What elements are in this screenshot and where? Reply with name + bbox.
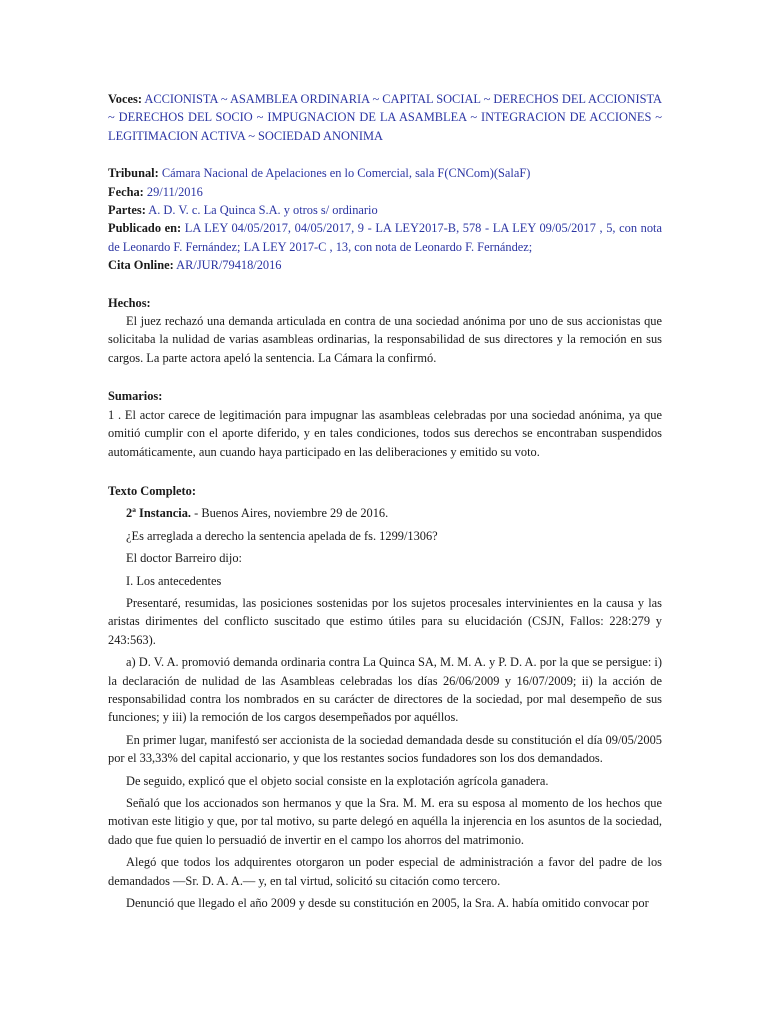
partes-label: Partes: <box>108 203 146 218</box>
body-paragraph: a) D. V. A. promovió demanda ordinaria contra La Quinca SA, M. M. A. y P. D. A. por la que se persigue: i) la declaración de nulidad de las Asambleas celebradas los días 26/06/2009 y 16/07/2009; ii) la acción de responsabilidad contra los nombrados en su carácter de directores de la sociedad, por mal desempeño de sus funciones; y iii) la remoción de los cargos desempeñados por aquéllos. <box>108 655 662 725</box>
fecha-value[interactable]: 29/11/2016 <box>146 184 203 199</box>
fecha-label: Fecha: <box>108 184 144 199</box>
texto-completo-title: Texto Completo: <box>108 483 196 498</box>
hechos-text: El juez rechazó una demanda articulada en contra de una sociedad anónima por uno de sus accionistas que solicitaba la nulidad de varias asambleas ordinarias, la responsabilidad de sus directores y la remoción en sus cargos. La parte actora apeló la sentencia. La Cámara la confirmó. <box>108 314 662 365</box>
body-paragraph: Alegó que todos los adquirentes otorgaron un poder especial de administración a favor del padre de los demandados —Sr. D. A. A.— y, en tal virtud, solicitó su citación como tercero. <box>108 855 662 888</box>
fecha-line <box>108 183 662 201</box>
voces-block <box>108 90 662 145</box>
tribunal-value[interactable]: Cámara Nacional de Apelaciones en lo Comercial, sala F(CNCom)(SalaF) <box>161 166 531 181</box>
instancia-rest: - Buenos Aires, noviembre 29 de 2016. <box>194 506 389 521</box>
voces-label: Voces: <box>108 92 142 106</box>
texto-completo-body <box>108 504 662 912</box>
partes-line <box>108 201 662 219</box>
publicado-label: Publicado en: <box>108 221 182 236</box>
body-paragraph: Denunció que llegado el año 2009 y desde su constitución en 2005, la Sra. A. había omitido convocar por <box>126 896 649 911</box>
tribunal-line <box>108 164 662 182</box>
body-paragraph: Señaló que los accionados son hermanos y que la Sra. M. M. era su esposa al momento de los hechos que motivan este litigio y que, por tal motivo, su parte delegó en aquélla la injerencia en los asuntos de la sociedad, dado que fue quien lo persuadió de invertir en el campo los ahorros del matrimonio. <box>108 796 662 847</box>
body-paragraph: ¿Es arreglada a derecho la sentencia apelada de fs. 1299/1306? <box>126 528 438 543</box>
body-paragraph: En primer lugar, manifestó ser accionista de la sociedad demandada desde su constitución el día 09/05/2005 por el 33,33% del capital accionario, y que los restantes socios fundadores son los dos demandados. <box>108 732 662 766</box>
tribunal-label: Tribunal: <box>108 166 159 181</box>
body-paragraph: I. Los antecedentes <box>126 573 222 588</box>
instancia-line <box>108 504 662 522</box>
metadata-block <box>108 164 662 274</box>
body-paragraph: El doctor Barreiro dijo: <box>126 551 242 566</box>
cita-line <box>108 256 662 274</box>
sumarios-text: 1 . El actor carece de legitimación para impugnar las asambleas celebradas por una sociedad anónima, ya que omitió cumplir con el aporte diferido, y en tales condiciones, todos sus derechos se encontraban suspendidos automáticamente, aun cuando haya participado en las deliberaciones y emitido su voto. <box>108 407 662 459</box>
instancia-bold: 2ª Instancia. <box>126 506 191 521</box>
voces-text[interactable]: ACCIONISTA ~ ASAMBLEA ORDINARIA ~ CAPITAL SOCIAL ~ DERECHOS DEL ACCIONISTA ~ DERECHOS DEL SOCIO ~ IMPUGNACION DE LA ASAMBLEA ~ INTEGRACION DE ACCIONES ~ LEGITIMACION ACTIVA ~ SOCIEDAD ANONIMA <box>108 92 662 143</box>
body-paragraph: Presentaré, resumidas, las posiciones sostenidas por los sujetos procesales intervinientes en la causa y las aristas dirimentes del conflicto suscitado que estimo útiles para su elucidación (CSJN, Fallos: 228:279 y 243:563). <box>108 595 662 647</box>
publicado-line <box>108 219 662 256</box>
hechos-title: Hechos: <box>108 295 151 310</box>
cita-value[interactable]: AR/JUR/79418/2016 <box>176 258 282 273</box>
cita-label: Cita Online: <box>108 258 174 273</box>
document-page <box>108 90 662 916</box>
sumarios-title: Sumarios: <box>108 389 163 404</box>
publicado-value[interactable]: LA LEY 04/05/2017, 04/05/2017, 9 - LA LEY2017-B, 578 - LA LEY 09/05/2017 , 5, con nota de Leonardo F. Fernández; LA LEY 2017-C , 13, con nota de Leonardo F. Fernández; <box>108 221 662 254</box>
body-paragraph: De seguido, explicó que el objeto social consiste en la explotación agrícola ganadera. <box>126 773 549 788</box>
partes-value[interactable]: A. D. V. c. La Quinca S.A. y otros s/ ordinario <box>148 203 378 218</box>
